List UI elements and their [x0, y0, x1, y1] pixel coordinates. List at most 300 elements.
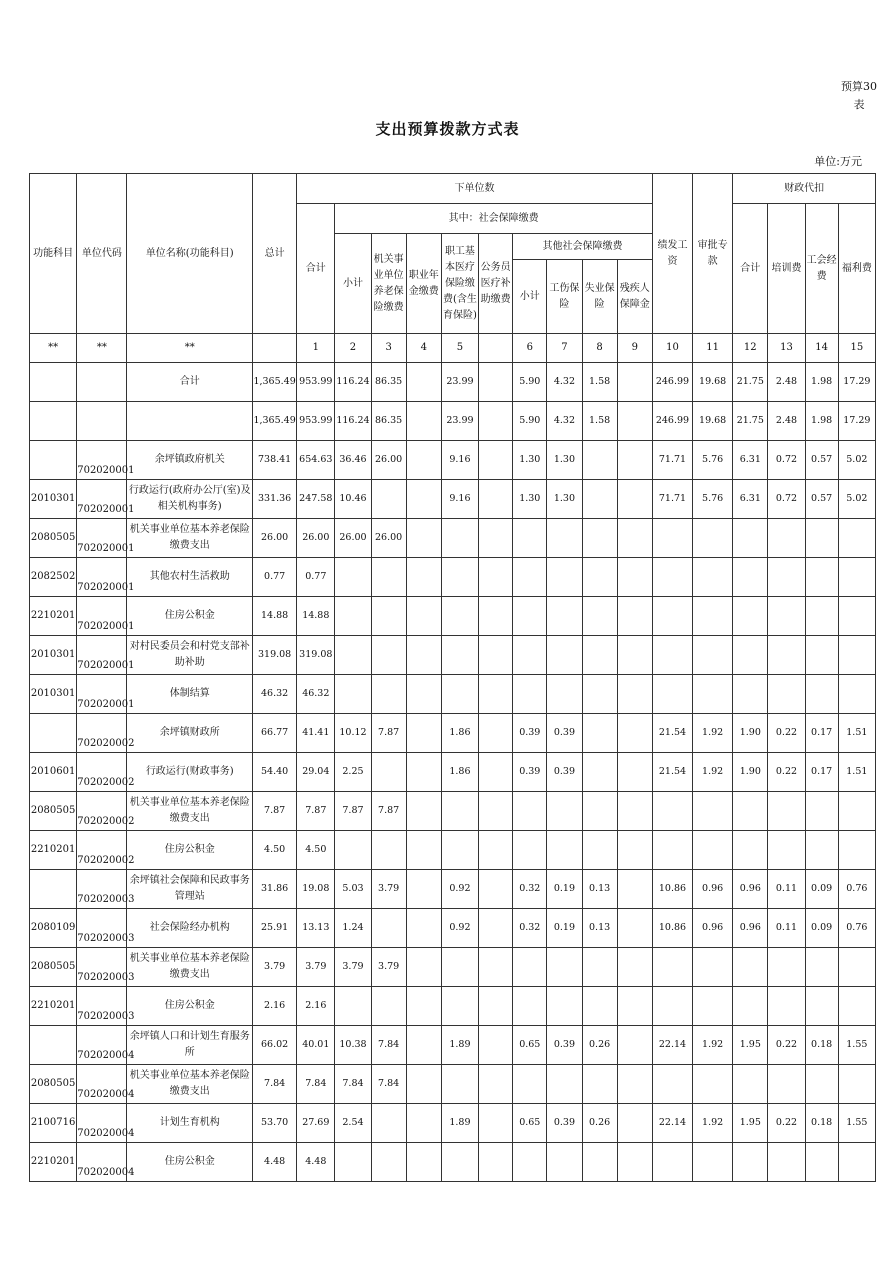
value-cell: [617, 753, 652, 792]
value-cell: [406, 831, 441, 870]
value-cell: [513, 987, 547, 1026]
func-code-cell: [30, 1026, 77, 1065]
value-cell: [406, 1143, 441, 1182]
value-cell: [582, 948, 617, 987]
value-cell: 7.87: [371, 792, 406, 831]
value-cell: [652, 558, 692, 597]
value-cell: 10.46: [335, 480, 371, 519]
value-cell: 26.00: [297, 519, 335, 558]
value-cell: 46.32: [253, 675, 297, 714]
func-code-cell: [30, 363, 77, 402]
value-cell: [547, 519, 582, 558]
value-cell: [768, 948, 805, 987]
value-cell: 247.58: [297, 480, 335, 519]
value-cell: [479, 597, 513, 636]
unit-name-cell: 社会保险经办机构: [127, 909, 253, 948]
value-cell: 0.65: [513, 1104, 547, 1143]
table-row: [30, 948, 876, 987]
value-cell: 2.16: [253, 987, 297, 1026]
unit-code-cell: 702020002: [77, 714, 127, 753]
value-cell: [406, 909, 441, 948]
value-cell: 6.31: [733, 441, 768, 480]
value-cell: [479, 987, 513, 1026]
value-cell: 0.09: [805, 870, 838, 909]
value-cell: 7.87: [253, 792, 297, 831]
func-code-cell: [30, 402, 77, 441]
header-other-xiaoji: 小计: [513, 260, 547, 334]
value-cell: [768, 831, 805, 870]
value-cell: [371, 597, 406, 636]
value-cell: [693, 519, 733, 558]
value-cell: [335, 1143, 371, 1182]
value-cell: [406, 363, 441, 402]
value-cell: [768, 597, 805, 636]
value-cell: [335, 636, 371, 675]
header-other-ss: 其他社会保障缴费: [513, 234, 653, 260]
value-cell: [371, 753, 406, 792]
index-cell: **: [77, 334, 127, 363]
value-cell: 31.86: [253, 870, 297, 909]
value-cell: [406, 636, 441, 675]
value-cell: [513, 831, 547, 870]
value-cell: [838, 675, 875, 714]
value-cell: 29.04: [297, 753, 335, 792]
value-cell: [441, 558, 478, 597]
unit-label: 单位:万元: [814, 155, 862, 168]
value-cell: 1.86: [441, 714, 478, 753]
value-cell: 19.68: [693, 402, 733, 441]
value-cell: 0.65: [513, 1026, 547, 1065]
value-cell: 1.30: [513, 480, 547, 519]
header-of-which: 其中：社会保障缴费: [335, 204, 652, 234]
value-cell: [479, 363, 513, 402]
value-cell: [617, 441, 652, 480]
unit-name-cell: 机关事业单位基本养老保险缴费支出: [127, 519, 253, 558]
value-cell: [547, 1143, 582, 1182]
value-cell: [479, 831, 513, 870]
value-cell: [582, 792, 617, 831]
table-row: [30, 441, 876, 480]
index-cell: 13: [768, 334, 805, 363]
value-cell: [733, 675, 768, 714]
value-cell: 0.57: [805, 441, 838, 480]
value-cell: [617, 714, 652, 753]
value-cell: [371, 558, 406, 597]
table-row: [30, 675, 876, 714]
value-cell: [693, 1065, 733, 1104]
value-cell: [479, 753, 513, 792]
header-total: 总计: [253, 174, 297, 334]
value-cell: [652, 1143, 692, 1182]
unit-name-cell: 余坪镇政府机关: [127, 441, 253, 480]
value-cell: [582, 714, 617, 753]
table-row: [30, 987, 876, 1026]
value-cell: [479, 636, 513, 675]
value-cell: [582, 831, 617, 870]
value-cell: [805, 558, 838, 597]
unit-code-cell: 702020004: [77, 1026, 127, 1065]
value-cell: 7.84: [335, 1065, 371, 1104]
value-cell: 5.03: [335, 870, 371, 909]
value-cell: 1.90: [733, 714, 768, 753]
value-cell: [371, 480, 406, 519]
header-injury: 工伤保险: [547, 260, 582, 334]
value-cell: 1.86: [441, 753, 478, 792]
index-cell: 12: [733, 334, 768, 363]
index-cell: 4: [406, 334, 441, 363]
unit-code-cell: 702020001: [77, 597, 127, 636]
value-cell: [617, 792, 652, 831]
func-code-cell: [30, 714, 77, 753]
value-cell: [617, 870, 652, 909]
value-cell: [693, 675, 733, 714]
index-cell: 7: [547, 334, 582, 363]
value-cell: 319.08: [253, 636, 297, 675]
value-cell: 10.86: [652, 909, 692, 948]
value-cell: [441, 792, 478, 831]
value-cell: 0.22: [768, 1104, 805, 1143]
unit-name-cell: 行政运行(政府办公厅(室)及相关机构事务): [127, 480, 253, 519]
value-cell: 21.75: [733, 402, 768, 441]
unit-code-cell: [77, 363, 127, 402]
table-row: [30, 831, 876, 870]
value-cell: [582, 675, 617, 714]
value-cell: [805, 792, 838, 831]
value-cell: [617, 558, 652, 597]
value-cell: [652, 597, 692, 636]
header-pension: 机关事业单位养老保险缴费: [371, 234, 406, 334]
table-number-line1: 预算30: [841, 80, 877, 93]
value-cell: [652, 636, 692, 675]
value-cell: 53.70: [253, 1104, 297, 1143]
header-approved: 审批专款: [693, 174, 733, 334]
value-cell: [406, 480, 441, 519]
value-cell: 0.72: [768, 441, 805, 480]
value-cell: 1.51: [838, 753, 875, 792]
header-welfare: 福利费: [838, 204, 875, 334]
func-code-cell: 2010301: [30, 480, 77, 519]
value-cell: 0.22: [768, 1026, 805, 1065]
value-cell: [513, 597, 547, 636]
value-cell: [693, 987, 733, 1026]
value-cell: 246.99: [652, 363, 692, 402]
table-number: [834, 78, 884, 114]
unit-code-cell: [77, 402, 127, 441]
value-cell: [617, 675, 652, 714]
value-cell: [617, 597, 652, 636]
value-cell: 116.24: [335, 402, 371, 441]
value-cell: 1.90: [733, 753, 768, 792]
unit-code-cell: 702020002: [77, 831, 127, 870]
value-cell: [652, 948, 692, 987]
index-cell: 10: [652, 334, 692, 363]
value-cell: 27.69: [297, 1104, 335, 1143]
value-cell: [371, 987, 406, 1026]
value-cell: [582, 558, 617, 597]
value-cell: [441, 636, 478, 675]
value-cell: [617, 1026, 652, 1065]
value-cell: [513, 1143, 547, 1182]
value-cell: [805, 948, 838, 987]
value-cell: [617, 1143, 652, 1182]
value-cell: [479, 558, 513, 597]
value-cell: [441, 597, 478, 636]
value-cell: [582, 987, 617, 1026]
value-cell: [768, 987, 805, 1026]
index-cell: 1: [297, 334, 335, 363]
table-number-line2: 表: [853, 98, 865, 111]
value-cell: 0.57: [805, 480, 838, 519]
value-cell: [335, 675, 371, 714]
value-cell: 7.84: [371, 1065, 406, 1104]
value-cell: 19.68: [693, 363, 733, 402]
value-cell: 17.29: [838, 363, 875, 402]
value-cell: 0.76: [838, 909, 875, 948]
value-cell: [547, 636, 582, 675]
value-cell: 46.32: [297, 675, 335, 714]
index-cell: 9: [617, 334, 652, 363]
value-cell: [617, 1065, 652, 1104]
unit-name-cell: 余坪镇社会保障和民政事务管理站: [127, 870, 253, 909]
index-cell: 8: [582, 334, 617, 363]
value-cell: [652, 1065, 692, 1104]
value-cell: [733, 948, 768, 987]
value-cell: [617, 987, 652, 1026]
value-cell: 0.96: [693, 870, 733, 909]
value-cell: 0.39: [513, 753, 547, 792]
value-cell: 22.14: [652, 1026, 692, 1065]
value-cell: 0.26: [582, 1104, 617, 1143]
value-cell: [652, 987, 692, 1026]
value-cell: [513, 558, 547, 597]
value-cell: 71.71: [652, 441, 692, 480]
value-cell: 0.39: [547, 1104, 582, 1143]
value-cell: [547, 1065, 582, 1104]
value-cell: [406, 519, 441, 558]
value-cell: [805, 675, 838, 714]
unit-name-cell: 住房公积金: [127, 597, 253, 636]
value-cell: [652, 675, 692, 714]
value-cell: [406, 714, 441, 753]
table-row: [30, 597, 876, 636]
unit-code-cell: 702020001: [77, 558, 127, 597]
value-cell: [733, 558, 768, 597]
value-cell: [582, 753, 617, 792]
value-cell: 0.11: [768, 909, 805, 948]
header-xiaoji: 小计: [335, 234, 371, 334]
index-cell: [479, 334, 513, 363]
value-cell: [479, 441, 513, 480]
unit-name-cell: 对村民委员会和村党支部补助补助: [127, 636, 253, 675]
value-cell: [805, 597, 838, 636]
unit-name-cell: 行政运行(财政事务): [127, 753, 253, 792]
index-row: [30, 334, 876, 363]
func-code-cell: 2080109: [30, 909, 77, 948]
value-cell: 14.88: [297, 597, 335, 636]
value-cell: [617, 636, 652, 675]
value-cell: [479, 714, 513, 753]
table-row: [30, 714, 876, 753]
value-cell: 3.79: [371, 948, 406, 987]
value-cell: 0.39: [547, 714, 582, 753]
index-cell: **: [30, 334, 77, 363]
func-code-cell: 2210201: [30, 597, 77, 636]
value-cell: 26.00: [371, 441, 406, 480]
value-cell: 5.02: [838, 441, 875, 480]
value-cell: [617, 909, 652, 948]
value-cell: 5.76: [693, 441, 733, 480]
unit-code-cell: 702020003: [77, 870, 127, 909]
value-cell: [479, 909, 513, 948]
value-cell: 1.89: [441, 1026, 478, 1065]
value-cell: 1,365.49: [253, 402, 297, 441]
value-cell: [513, 675, 547, 714]
value-cell: [693, 831, 733, 870]
value-cell: 22.14: [652, 1104, 692, 1143]
unit-name-cell: 余坪镇人口和计划生育服务所: [127, 1026, 253, 1065]
value-cell: 86.35: [371, 363, 406, 402]
header-medical: 职工基本医疗保险缴费(含生育保险): [441, 234, 478, 334]
value-cell: 953.99: [297, 363, 335, 402]
value-cell: 19.08: [297, 870, 335, 909]
value-cell: 2.16: [297, 987, 335, 1026]
header-subtotal: 合计: [297, 204, 335, 334]
value-cell: 1.55: [838, 1026, 875, 1065]
value-cell: [441, 1143, 478, 1182]
value-cell: 66.02: [253, 1026, 297, 1065]
value-cell: [733, 831, 768, 870]
value-cell: 0.39: [547, 1026, 582, 1065]
value-cell: 17.29: [838, 402, 875, 441]
unit-code-cell: 702020001: [77, 480, 127, 519]
value-cell: [838, 558, 875, 597]
table-row: [30, 1143, 876, 1182]
value-cell: [693, 636, 733, 675]
func-code-cell: 2082502: [30, 558, 77, 597]
unit-name-cell: 住房公积金: [127, 831, 253, 870]
value-cell: [547, 948, 582, 987]
value-cell: [406, 558, 441, 597]
page-title: 支出预算拨款方式表: [375, 120, 520, 138]
value-cell: [513, 519, 547, 558]
value-cell: 10.86: [652, 870, 692, 909]
unit-code-cell: 702020004: [77, 1143, 127, 1182]
value-cell: [406, 597, 441, 636]
value-cell: [406, 1026, 441, 1065]
value-cell: 953.99: [297, 402, 335, 441]
value-cell: 7.87: [371, 714, 406, 753]
unit-name-cell: 合计: [127, 363, 253, 402]
value-cell: 2.25: [335, 753, 371, 792]
unit-code-cell: 702020004: [77, 1065, 127, 1104]
value-cell: [513, 792, 547, 831]
value-cell: 0.17: [805, 753, 838, 792]
value-cell: 13.13: [297, 909, 335, 948]
value-cell: [838, 1143, 875, 1182]
value-cell: [406, 753, 441, 792]
value-cell: [335, 831, 371, 870]
value-cell: [838, 831, 875, 870]
value-cell: 0.39: [547, 753, 582, 792]
unit-name-cell: 机关事业单位基本养老保险缴费支出: [127, 792, 253, 831]
value-cell: 26.00: [253, 519, 297, 558]
value-cell: 1.92: [693, 1026, 733, 1065]
value-cell: 21.75: [733, 363, 768, 402]
table-row: [30, 792, 876, 831]
value-cell: 4.50: [253, 831, 297, 870]
value-cell: [617, 519, 652, 558]
value-cell: [479, 1065, 513, 1104]
value-cell: [406, 948, 441, 987]
value-cell: [838, 948, 875, 987]
value-cell: 0.77: [297, 558, 335, 597]
value-cell: 1.95: [733, 1104, 768, 1143]
value-cell: 5.90: [513, 402, 547, 441]
value-cell: 0.39: [513, 714, 547, 753]
value-cell: [805, 1065, 838, 1104]
table-row: [30, 1065, 876, 1104]
value-cell: [617, 402, 652, 441]
func-code-cell: 2010301: [30, 636, 77, 675]
table-row: [30, 870, 876, 909]
value-cell: 0.19: [547, 870, 582, 909]
value-cell: [693, 558, 733, 597]
value-cell: [805, 831, 838, 870]
value-cell: [479, 675, 513, 714]
value-cell: [768, 1065, 805, 1104]
func-code-cell: 2080505: [30, 792, 77, 831]
value-cell: 0.13: [582, 909, 617, 948]
value-cell: 1.24: [335, 909, 371, 948]
func-code-cell: 2080505: [30, 1065, 77, 1104]
unit-code-cell: 702020003: [77, 987, 127, 1026]
value-cell: [693, 792, 733, 831]
value-cell: [441, 987, 478, 1026]
unit-name-cell: 余坪镇财政所: [127, 714, 253, 753]
value-cell: 1.30: [547, 441, 582, 480]
unit-code-cell: 702020002: [77, 792, 127, 831]
value-cell: [406, 675, 441, 714]
unit-code-cell: 702020003: [77, 909, 127, 948]
value-cell: 1.92: [693, 753, 733, 792]
value-cell: [838, 987, 875, 1026]
value-cell: 5.90: [513, 363, 547, 402]
value-cell: 1.89: [441, 1104, 478, 1143]
value-cell: 1.98: [805, 363, 838, 402]
value-cell: 4.32: [547, 363, 582, 402]
value-cell: [335, 558, 371, 597]
header-perf-salary: 绩发工资: [652, 174, 692, 334]
table-row: [30, 909, 876, 948]
value-cell: [547, 675, 582, 714]
value-cell: 4.50: [297, 831, 335, 870]
value-cell: 0.11: [768, 870, 805, 909]
value-cell: 0.18: [805, 1026, 838, 1065]
value-cell: [441, 675, 478, 714]
unit-code-cell: 702020003: [77, 948, 127, 987]
value-cell: 26.00: [335, 519, 371, 558]
header-training: 培训费: [768, 204, 805, 334]
value-cell: 246.99: [652, 402, 692, 441]
unit-name-cell: 住房公积金: [127, 987, 253, 1026]
value-cell: 0.76: [838, 870, 875, 909]
value-cell: 7.84: [371, 1026, 406, 1065]
value-cell: [371, 636, 406, 675]
value-cell: [479, 1104, 513, 1143]
value-cell: 3.79: [297, 948, 335, 987]
header-annuity: 职业年金缴费: [406, 234, 441, 334]
value-cell: 0.09: [805, 909, 838, 948]
